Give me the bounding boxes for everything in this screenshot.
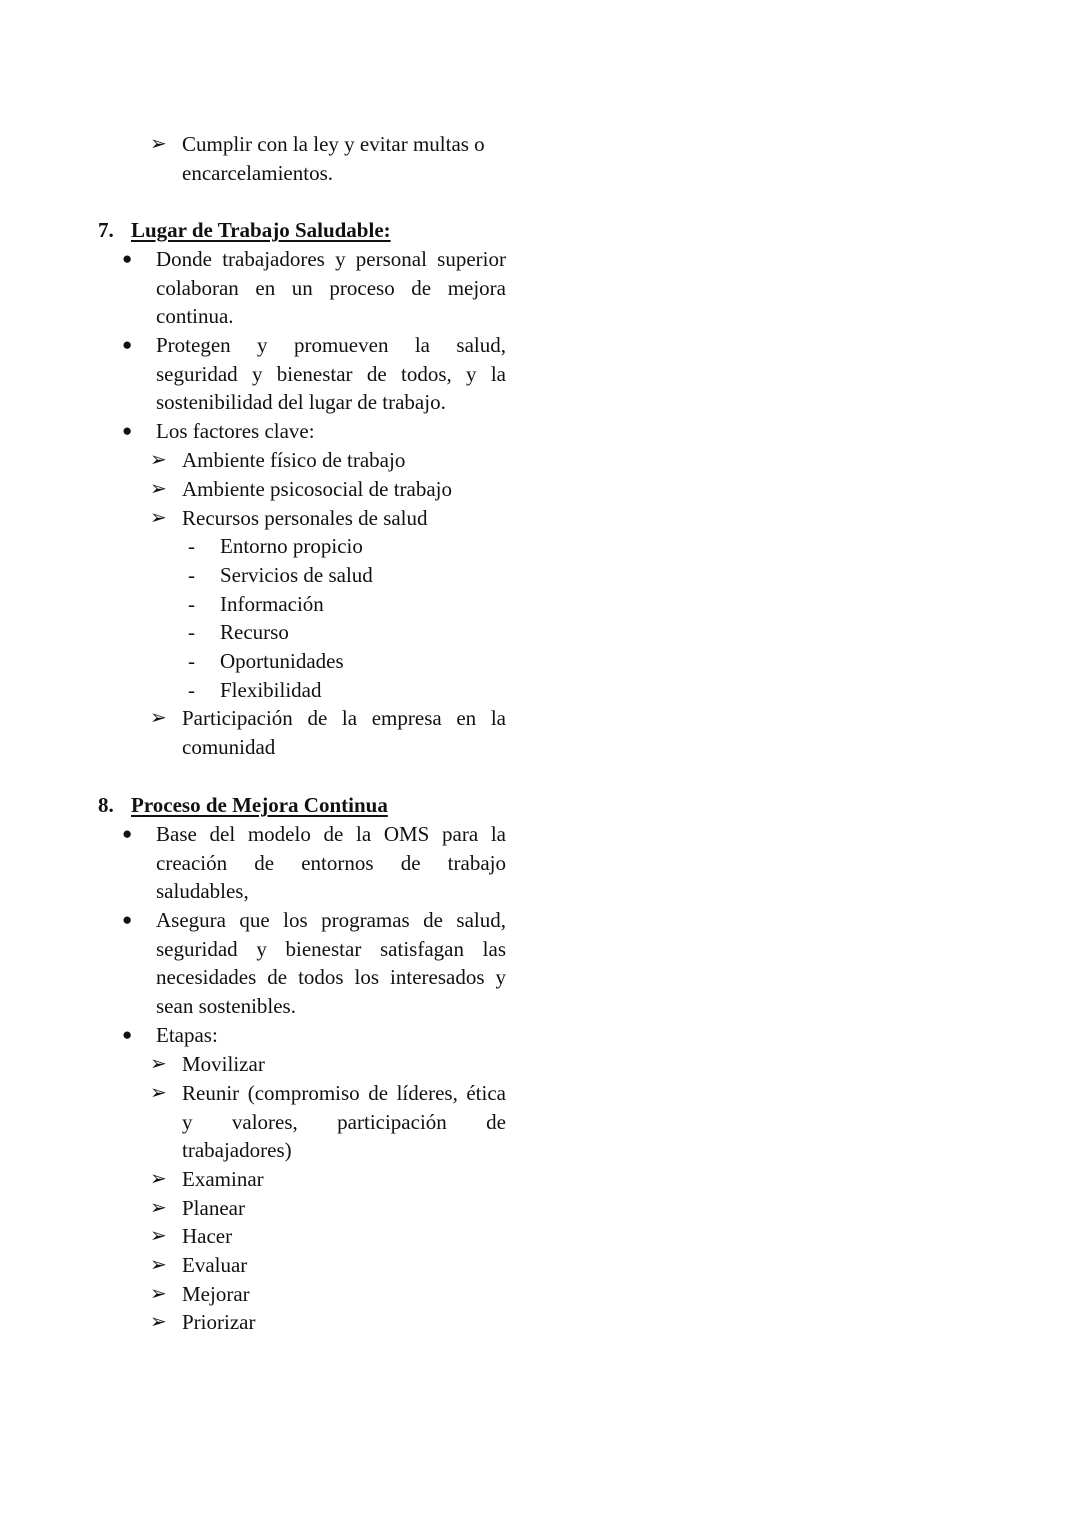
bullet-icon: ● [122,421,133,440]
text-line: creación de entornos de trabajo [156,850,506,875]
text-line: y valores, participación de [182,1109,506,1134]
arrow-bullet-icon: ➢ [150,478,167,500]
arrow-bullet-icon: ➢ [150,1311,167,1333]
text-line: Examinar [182,1167,264,1191]
text-line: Asegura que los programas de salud, [156,908,506,932]
bullet-icon: ● [122,824,133,843]
text-line: Flexibilidad [220,678,322,702]
list-item-text: encarcelamientos. [182,160,333,185]
text-line: necesidades de todos los interesados y [156,965,506,990]
dash-bullet-icon: - [188,678,195,702]
dash-bullet-icon: - [188,534,195,558]
arrow-bullet-icon: ➢ [150,707,167,729]
text-line: continua. [156,304,234,329]
text-line: Protegen y promueven la salud, [156,333,506,357]
section-heading-8 [98,791,518,820]
dash-bullet-icon: - [188,649,195,673]
text-line: Evaluar [182,1253,248,1277]
arrow-bullet-icon: ➢ [150,449,167,471]
arrow-bullet-icon: ➢ [150,1225,167,1247]
section-number: 8. [98,793,114,817]
arrow-bullet-icon: ➢ [150,1168,167,1190]
section-title: Lugar de Trabajo Saludable: [131,218,391,242]
list-item-text [182,130,506,159]
arrow-bullet-icon: ➢ [150,1053,167,1075]
text-line: saludables, [156,879,249,904]
bullet-icon: ● [122,910,133,929]
arrow-bullet-icon: ➢ [150,1254,167,1276]
bullet-icon: ● [122,335,133,354]
text-line: Participación de la empresa en la [182,706,506,730]
text-line: Movilizar [182,1052,265,1076]
text-line: Hacer [182,1224,233,1248]
text-line: Recurso [220,620,289,644]
text-line: comunidad [182,735,276,759]
text-line: sean sostenibles. [156,994,296,1018]
text-line: Información [220,592,324,616]
arrow-bullet-icon: ➢ [150,1283,167,1305]
text-line: Etapas: [156,1023,218,1047]
text-line: Ambiente psicosocial de trabajo [182,477,452,501]
arrow-bullet-icon: ➢ [150,507,167,529]
text-line: Donde trabajadores y personal superior [156,247,506,271]
bullet-icon: ● [122,249,133,268]
text-line: Oportunidades [220,649,344,673]
text-line: trabajadores) [182,1138,292,1163]
dash-bullet-icon: - [188,563,195,587]
text-line: Recursos personales de salud [182,506,428,530]
section-number: 7. [98,218,114,242]
section-heading-7 [98,216,518,245]
bullet-icon: ● [122,1025,133,1044]
text-line: Ambiente físico de trabajo [182,448,406,472]
text-line: seguridad y bienestar satisfagan las [156,936,506,961]
section-title: Proceso de Mejora Continua [131,793,388,817]
text-line: Mejorar [182,1282,250,1306]
text-line: colaboran en un proceso de mejora [156,275,506,300]
text-line: Planear [182,1196,245,1220]
dash-bullet-icon: - [188,592,195,616]
arrow-bullet-icon: ➢ [150,1082,167,1104]
text-line: Cumplir con la ley y evitar multas o [182,132,485,156]
text-line: sostenibilidad del lugar de trabajo. [156,390,446,415]
arrow-bullet-icon: ➢ [150,1197,167,1219]
text-line: seguridad y bienestar de todos, y la [156,361,506,386]
text-line: Entorno propicio [220,534,363,558]
arrow-bullet-icon: ➢ [150,133,167,155]
text-line: Los factores clave: [156,419,315,443]
dash-bullet-icon: - [188,620,195,644]
text-line: Servicios de salud [220,563,373,587]
text-line: Reunir (compromiso de líderes, ética [182,1081,506,1105]
text-line: Base del modelo de la OMS para la [156,822,506,846]
text-line: Priorizar [182,1310,256,1334]
